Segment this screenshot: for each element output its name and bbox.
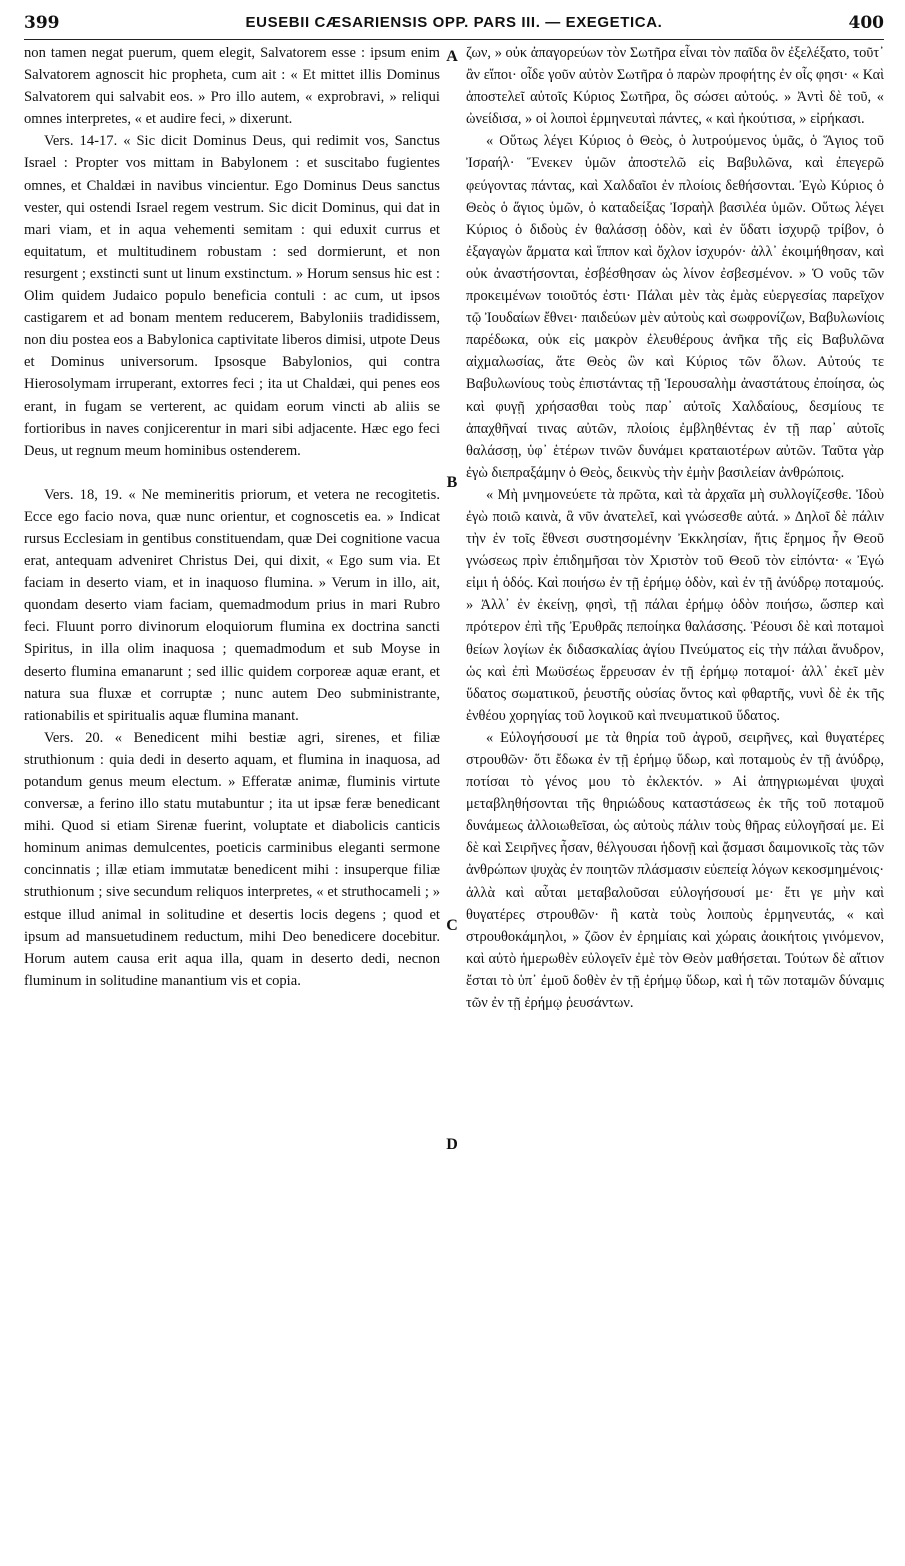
latin-column bbox=[24, 42, 440, 992]
margin-letter-d: D bbox=[446, 1136, 458, 1153]
page-number-left: 399 bbox=[24, 13, 60, 33]
latin-paragraph: non tamen negat puerum, quem elegit, Salvatorem esse : ipsum enim Salvatorem agnoscit hic propheta, cum ait : « Et mittet illis Dominus Salvatorem qui salvabit eos. » Pro illo autem, « exprobravi, » reliqui omnes interpretes, « et audire feci, » dixerunt. bbox=[24, 45, 440, 128]
greek-paragraph: ζων, » οὐκ ἀπαγορεύων τὸν Σωτῆρα εἶναι τὸν παῖδα ὃν ἐξελέξατο, τοῦτ᾽ ἂν εἴποι· οἶδε γοῦν αὐτὸν Σωτῆρα ὁ παρὼν προφήτης ἐν οἷς φησι· « Καὶ ἀποστελεῖ αὐτοῖς Κύριος Σωτῆρα, ὃς σώσει αὐτούς. » Ἀντὶ δὲ τοῦ, « ὠνείδισα, » οἱ λοιποὶ ἑρμηνευταὶ πάντες, « καὶ ἠκούτισα, » εἰρήκασι. bbox=[466, 45, 884, 128]
greek-paragraph: « Οὕτως λέγει Κύριος ὁ Θεὸς, ὁ λυτρούμενος ὑμᾶς, ὁ Ἅγιος τοῦ Ἰσραήλ· Ἕνεκεν ὑμῶν ἀποστελῶ εἰς Βαβυλῶνα, καὶ ἐπεγερῶ φεύγοντας πάντας, καὶ Χαλδαῖοι ἐν πλοίοις δεθήσονται. Ἐγὼ Κύριος ὁ Θεὸς ὁ ἅγιος ὑμῶν, ὁ καταδείξας Ἰσραὴλ βασιλέα ὑμῶν. Οὕτως λέγει Κύριος ὁ διδοὺς ἐν θαλάσσῃ ὁδὸν, καὶ ἐν ὕδατι ἰσχυρῷ τρίβον, ὁ ἐξαγαγὼν ἅρματα καὶ ἵππον καὶ ὄχλον ἰσχυρόν· ἀλλ᾽ ἐκοιμήθησαν, καὶ οὐκ ἀναστήσονται, ἐσβέσθησαν ὡς λίνον ἐσβεσμένον. » Ὁ νοῦς τῶν προκειμένων τοιοῦτός ἐστι· Πάλαι μὲν τὰς ἐμὰς εὐεργεσίας παρεῖχον τῷ Ἰουδαίων ἔθνει· παιδεύων μὲν αὐτοὺς καὶ σωφρονίζων, Βαβυλωνίοις παρέδωκα, οὐκ εἰς μακρὸν ἐλευθέρους ἀνῆκα τῆς εἰς Βαβυλῶνα αἰχμαλωσίας, ἅτε Θεὸς ὢν καὶ Κύριος τῶν ὅλων. Αὐτούς τε Βαβυλωνίους τοὺς ἐπιστάντας τῇ Ἱερουσαλὴμ ἀναστάτους ἐποίησα, ὡς καὶ φυγῇ χρήσασθαι τοὺς παρ᾽ αὐτοῖς Χαλδαίους, δεσμίους τε ἀπαχθῆναί τινας αὐτῶν, πλοίοις ἐμβληθέντας ἐν τῇ παρ᾽ αὐτοῖς θαλάσσῃ, ὑφ᾽ ἑτέρων τινῶν δυνάμει κραταιοτέρων αὐτῶν. Ταῦτα γὰρ ἐγὼ διεπραξάμην ὁ Θεὸς, δεικνὺς τὴν ἐμὴν βασιλείαν ἀνθρώποις. bbox=[466, 133, 884, 481]
margin-letter-c: C bbox=[446, 917, 458, 934]
latin-paragraph: Vers. 18, 19. « Ne memineritis priorum, et vetera ne recogitetis. Ecce ego facio nova, quæ nunc orientur, et cognoscetis ea. » Indicat rursus Ecclesiam in gentibus constituendam, quæ Dei cognitione vacua erat, antequam adveniret Christus Dei, qui dixit, « Ego sum via. Et faciam in deserto viam, et in inaquoso flumina. » Verum in illo, ait, quondam deserto viam faciam, quemadmodum prius in mari Rubro feci. Fluunt porro divinorum eloquiorum flumina ex doctrina sancti Spiritus, in illa olim inaquosa ; quemadmodum et sub Moyse in deserto flumina emanarunt ; sed illic quidem corporeæ aquæ erant, et natura sua fluxæ et corruptæ ; nunc autem Deo subministrante, rationabilis et spiritualis aquæ flumina manant. bbox=[24, 486, 440, 724]
greek-paragraph: « Εὐλογήσουσί με τὰ θηρία τοῦ ἀγροῦ, σειρῆνες, καὶ θυγατέρες στρουθῶν· ὅτι ἔδωκα ἐν τῇ ἐρήμῳ ὕδωρ, καὶ ποταμοὺς ἐν τῇ ἀνύδρῳ, ποτίσαι τὸ γένος μου τὸ ἐκλεκτόν. » Αἱ ἀπηγριωμέναι ψυχαὶ μεταβληθήσονται τῆς θηριώδους καταστάσεως ἐκ τῆς τοῦ ποταμοῦ δυνάμεως ἀλλοιωθεῖσαι, ὡς αὐτοὺς πάλιν τοὺς θῆρας εὐλογῆσαί με. Εἰ δὲ καὶ Σειρῆνες ἦσαν, θέλγουσαι ἡδονῇ καὶ ᾄσμασι δαιμονικοῖς τὰς τῶν ἀνθρώπων ψυχὰς ἐν ποιητῶν πλάσμασιν εὐεπείᾳ λόγων κεκοσμημένοις· ἀλλὰ καὶ αὗται μεταβαλοῦσαι εὐλογήσουσί με· ἔτι γε μὴν καὶ θυγατέρες στρουθῶν· ἢ κατὰ τοὺς λοιποὺς ἑρμηνευτάς, « καὶ στρουθοκάμηλοι, » ζῶον ἐν ἐρημίαις καὶ χώραις ἀοικήτοις γινόμενον, καὶ αὐτὸ ἡμερωθὲν εὐλογεῖν ἐμὲ τὸν Θεὸν μαθήσεται. Τούτων δὲ αἴτιον ἔσται τὸ ὑπ᾽ ἐμοῦ δοθὲν ἐν τῇ ἐρήμῳ ὕδωρ, καὶ ἡ τῶν ποταμῶν δύναμις τῶν ἐν τῇ ἐρήμῳ ῥευσάντων. bbox=[466, 729, 884, 1012]
latin-paragraph: Vers. 20. « Benedicent mihi bestiæ agri, sirenes, et filiæ struthionum : quia dedi in deserto aquam, et flumina in inaquosa, ad potandum genus meum electum. » Efferatæ animæ, fluminis virtute conversæ, a ferino illo statu mutabuntur ; ita ut ipsæ feræ benedicant mihi. Quod si etiam Sirenæ fuerint, voluptate et diabolicis canticis hominum animas demulcentes, poeticis carminibus eleganti sermone concinnatis ; illæ etiam immutatæ benedicent mihi : insuperque filiæ struthionum ; sive secundum reliquos interpretes, « et struthocameli ; » estque illud animal in solitudine et desertis locis degens ; quod et ipsum ad mansuetudinem reductum, mihi Deo benedicere docebitur. Horum autem causa erit aqua illa, quam in deserto dedi, necnon fluminum in solitudine manantium vis et copia. bbox=[24, 729, 440, 989]
margin-letter-b: B bbox=[446, 474, 458, 491]
running-title: EUSEBII CÆSARIENSIS OPP. PARS III. — EXEGETICA. bbox=[245, 14, 663, 31]
page-number-right: 400 bbox=[848, 13, 884, 33]
greek-column bbox=[466, 42, 884, 1014]
latin-paragraph: Vers. 14-17. « Sic dicit Dominus Deus, qui redimit vos, Sanctus Israel : Propter vos mittam in Babylonem : et suscitabo fugientes omnes, et Chaldæi in navibus vincientur. Ego Dominus Deus sanctus vester, qui ostendi Israel regem vestrum. Sic dicit Dominus, qui dat in mari viam, et in aqua vehementi semitam : qui eduxit currus et equitatum, et multitudinem robustam : sed dormierunt, et non resurgent ; exstincti sunt ut linum exstinctum. » Horum sensus hic est : Olim quidem Judaico populo beneficia contuli : ac cum, ut ipsos castigarem et ad bonam mentem reducerem, Babyloniis tradidissem, non diu postea eos a Babylonica captivitate liberos dimisi, utpote Deus et Dominus universorum. Ipsosque Babylonios, qui contra Hierosolymam irruperant, extorres feci ; ita ut Chaldæi, qui penes eos erant, in fugam se verterent, ac quidam eorum vincti ab aliis se fortioribus in naves conjicerentur in mari sibi adjacente. Hæc ego feci Deus, ut regnum meum hominibus ostenderem. bbox=[24, 133, 440, 459]
greek-paragraph: « Μὴ μνημονεύετε τὰ πρῶτα, καὶ τὰ ἀρχαῖα μὴ συλλογίζεσθε. Ἰδοὺ ἐγὼ ποιῶ καινὰ, ἃ νῦν ἀνατελεῖ, καὶ γνώσεσθε αὐτά. » Δηλοῖ δὲ πάλιν τὴν ἐν τοῖς ἔθνεσι συστησομένην Ἐκκλησίαν, ἥτις ἔρημος ἦν Θεοῦ γνώσεως πρὶν ἐπιδημῆσαι τὸν Χριστὸν τοῦ Θεοῦ τὸν εἰπόντα· « Ἐγώ εἰμι ἡ ὁδός. Καὶ ποιήσω ἐν τῇ ἐρήμῳ ὁδὸν, καὶ ἐν τῇ ἀνύδρῳ ποταμούς. » Ἀλλ᾽ ἐν ἐκείνῃ, φησὶ, τῇ πάλαι ἐρήμῳ ὁδὸν ποιήσω, ὥσπερ καὶ πρότερον ἐπὶ τῆς Ἐρυθρᾶς πεποίηκα θαλάσσης. Ῥέουσι δὲ καὶ ποταμοὶ θείων λογίων ἐκ διδασκαλίας ἁγίου Πνεύματος εἰς τὴν πάλαι ἄνυδρον, ὡς καὶ ἐπὶ Μωϋσέως ἔρρευσαν ἐν τῇ ἐρήμῳ ποταμοί· ἀλλ᾽ ἐκεῖ μὲν ὕδατος σωματικοῦ, ῥευστῆς οὐσίας ὄντος καὶ φθαρτῆς, νυνὶ δὲ ἐκ τῆς ἐνθέου χορηγίας τοῦ λογικοῦ καὶ πνευματικοῦ ὕδατος. bbox=[466, 486, 884, 724]
margin-letter-a: A bbox=[446, 48, 458, 65]
margin-markers bbox=[443, 0, 461, 1566]
